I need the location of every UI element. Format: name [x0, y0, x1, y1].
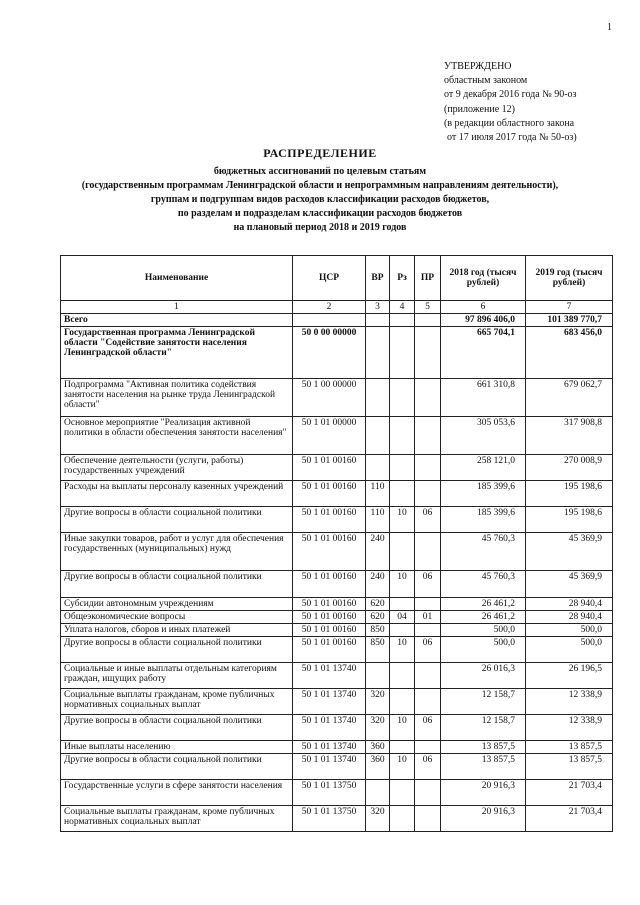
table-row — [61, 379, 613, 417]
row-csr-cell: 50 1 01 00160 — [293, 598, 366, 611]
table-row — [61, 455, 613, 481]
row-csr-cell: 50 1 01 00160 — [293, 637, 366, 663]
title-line: на плановый период 2018 и 2019 годов — [233, 222, 407, 233]
index-cell: 2 — [293, 301, 366, 314]
table-row — [61, 715, 613, 741]
row-csr-cell: 50 1 01 00160 — [293, 481, 366, 507]
row-name-cell: Социальные выплаты гражданам, кроме публичных нормативных социальных выплат — [61, 806, 293, 832]
row-name-cell: Основное мероприятие "Реализация активной политики в области обеспечения занятости населения" — [61, 417, 293, 455]
approval-line: от 17 июля 2017 года № 50-оз) — [447, 132, 577, 144]
row-csr-cell: 50 1 01 00160 — [293, 507, 366, 533]
row-pr-cell — [415, 533, 441, 571]
row-csr-cell — [293, 314, 366, 327]
title-line: по разделам и подразделам классификации расходов бюджетов — [177, 208, 463, 219]
table-row — [61, 507, 613, 533]
row-csr-cell: 50 1 00 00000 — [293, 379, 366, 417]
row-2018-cell: 12 158,7 — [441, 715, 526, 741]
row-rz-cell — [390, 624, 415, 637]
row-csr-cell: 50 1 01 13740 — [293, 741, 366, 754]
row-rz-cell — [390, 780, 415, 806]
row-2019-cell: 26 196,5 — [526, 663, 613, 689]
row-csr-cell: 50 1 01 00160 — [293, 571, 366, 598]
row-2018-cell: 97 896 406,0 — [441, 314, 526, 327]
table-row — [61, 806, 613, 832]
index-cell: 3 — [366, 301, 390, 314]
row-pr-cell — [415, 327, 441, 379]
row-2018-cell: 13 857,5 — [441, 754, 526, 780]
col-header-2019: 2019 год (тысяч рублей) — [526, 256, 613, 301]
table-row — [61, 327, 613, 379]
row-2018-cell: 26 461,2 — [441, 611, 526, 624]
row-csr-cell: 50 1 01 00000 — [293, 417, 366, 455]
row-pr-cell: 06 — [415, 754, 441, 780]
row-pr-cell: 06 — [415, 715, 441, 741]
row-rz-cell — [390, 417, 415, 455]
row-rz-cell — [390, 741, 415, 754]
row-name-cell: Всего — [61, 314, 293, 327]
row-pr-cell — [415, 663, 441, 689]
row-vr-cell — [366, 780, 390, 806]
row-vr-cell: 850 — [366, 637, 390, 663]
row-pr-cell — [415, 780, 441, 806]
row-csr-cell: 50 1 01 13740 — [293, 689, 366, 715]
row-vr-cell — [366, 314, 390, 327]
table-row — [61, 481, 613, 507]
table-row — [61, 533, 613, 571]
row-vr-cell: 240 — [366, 533, 390, 571]
row-2019-cell: 195 198,6 — [526, 507, 613, 533]
row-vr-cell: 320 — [366, 806, 390, 832]
approval-line: областным законом — [444, 75, 528, 87]
row-vr-cell: 110 — [366, 507, 390, 533]
row-2018-cell: 185 399,6 — [441, 481, 526, 507]
col-header-name: Наименование — [61, 256, 293, 301]
row-vr-cell — [366, 379, 390, 417]
row-2019-cell: 45 369,9 — [526, 571, 613, 598]
table-row — [61, 637, 613, 663]
row-pr-cell — [415, 624, 441, 637]
row-vr-cell: 320 — [366, 715, 390, 741]
row-2019-cell: 195 198,6 — [526, 481, 613, 507]
row-2018-cell: 26 461,2 — [441, 598, 526, 611]
index-row — [61, 301, 613, 314]
index-cell: 5 — [415, 301, 441, 314]
table-row — [61, 741, 613, 754]
row-name-cell: Другие вопросы в области социальной политики — [61, 571, 293, 598]
row-name-cell: Подпрограмма "Активная политика содействия занятости населения на рынке труда Ленинградской области" — [61, 379, 293, 417]
budget-table — [60, 255, 613, 832]
row-2018-cell: 665 704,1 — [441, 327, 526, 379]
row-2019-cell: 13 857,5 — [526, 754, 613, 780]
index-cell: 7 — [526, 301, 613, 314]
row-name-cell: Государственная программа Ленинградской области "Содействие занятости населения Ленинградской области" — [61, 327, 293, 379]
row-2018-cell: 500,0 — [441, 637, 526, 663]
row-2018-cell: 500,0 — [441, 624, 526, 637]
row-2018-cell: 661 310,8 — [441, 379, 526, 417]
table-row — [61, 314, 613, 327]
row-pr-cell — [415, 481, 441, 507]
row-vr-cell — [366, 455, 390, 481]
row-csr-cell: 50 0 00 00000 — [293, 327, 366, 379]
row-2019-cell: 21 703,4 — [526, 806, 613, 832]
row-2019-cell: 21 703,4 — [526, 780, 613, 806]
index-cell: 1 — [61, 301, 293, 314]
row-pr-cell: 06 — [415, 571, 441, 598]
row-name-cell: Государственные услуги в сфере занятости населения — [61, 780, 293, 806]
row-2019-cell: 317 908,8 — [526, 417, 613, 455]
row-csr-cell: 50 1 01 00160 — [293, 455, 366, 481]
title-line: группам и подгруппам видов расходов классификации расходов бюджетов, — [150, 194, 490, 205]
table-row — [61, 611, 613, 624]
document-title — [0, 146, 640, 235]
approval-line: от 9 декабря 2016 года № 90-оз — [444, 89, 577, 101]
row-csr-cell: 50 1 01 00160 — [293, 624, 366, 637]
row-rz-cell: 10 — [390, 571, 415, 598]
row-name-cell: Социальные выплаты гражданам, кроме публичных нормативных социальных выплат — [61, 689, 293, 715]
row-csr-cell: 50 1 01 13740 — [293, 715, 366, 741]
row-vr-cell: 360 — [366, 754, 390, 780]
row-name-cell: Общеэкономические вопросы — [61, 611, 293, 624]
table-row — [61, 754, 613, 780]
row-rz-cell — [390, 689, 415, 715]
row-name-cell: Расходы на выплаты персоналу казенных учреждений — [61, 481, 293, 507]
table-row — [61, 571, 613, 598]
row-vr-cell: 240 — [366, 571, 390, 598]
row-pr-cell: 06 — [415, 507, 441, 533]
row-csr-cell: 50 1 01 00160 — [293, 533, 366, 571]
row-rz-cell: 10 — [390, 637, 415, 663]
row-2019-cell: 270 008,9 — [526, 455, 613, 481]
row-pr-cell — [415, 379, 441, 417]
page-number: 1 — [607, 22, 612, 33]
row-pr-cell — [415, 741, 441, 754]
approval-line: УТВЕРЖДЕНО — [444, 61, 512, 72]
row-2019-cell: 500,0 — [526, 624, 613, 637]
row-2018-cell: 13 857,5 — [441, 741, 526, 754]
row-2019-cell: 500,0 — [526, 637, 613, 663]
row-2019-cell: 28 940,4 — [526, 598, 613, 611]
row-pr-cell — [415, 598, 441, 611]
row-vr-cell: 360 — [366, 741, 390, 754]
col-header-rz: Рз — [390, 256, 415, 301]
row-vr-cell — [366, 417, 390, 455]
row-2019-cell: 13 857,5 — [526, 741, 613, 754]
row-rz-cell — [390, 533, 415, 571]
row-name-cell: Другие вопросы в области социальной политики — [61, 507, 293, 533]
row-2018-cell: 45 760,3 — [441, 533, 526, 571]
row-2019-cell: 12 338,9 — [526, 715, 613, 741]
row-2019-cell: 12 338,9 — [526, 689, 613, 715]
col-header-vr: ВР — [366, 256, 390, 301]
row-pr-cell — [415, 314, 441, 327]
col-header-csr: ЦСР — [293, 256, 366, 301]
row-2018-cell: 20 916,3 — [441, 806, 526, 832]
row-vr-cell — [366, 327, 390, 379]
row-rz-cell: 10 — [390, 507, 415, 533]
row-name-cell: Обеспечение деятельности (услуги, работы) государственных учреждений — [61, 455, 293, 481]
row-name-cell: Другие вопросы в области социальной политики — [61, 637, 293, 663]
header-row — [61, 256, 613, 301]
approval-line: (приложение 12) — [444, 103, 515, 115]
row-name-cell: Другие вопросы в области социальной политики — [61, 715, 293, 741]
row-name-cell: Иные выплаты населению — [61, 741, 293, 754]
row-2019-cell: 101 389 770,7 — [526, 314, 613, 327]
row-rz-cell — [390, 314, 415, 327]
row-2019-cell: 45 369,9 — [526, 533, 613, 571]
row-rz-cell — [390, 379, 415, 417]
row-pr-cell — [415, 455, 441, 481]
row-csr-cell: 50 1 01 13740 — [293, 754, 366, 780]
row-2018-cell: 305 053,6 — [441, 417, 526, 455]
row-rz-cell — [390, 327, 415, 379]
row-2018-cell: 20 916,3 — [441, 780, 526, 806]
index-cell: 6 — [441, 301, 526, 314]
row-rz-cell — [390, 598, 415, 611]
approval-block — [444, 60, 577, 145]
row-name-cell: Другие вопросы в области социальной политики — [61, 754, 293, 780]
table-row — [61, 663, 613, 689]
row-name-cell: Социальные и иные выплаты отдельным категориям граждан, ищущих работу — [61, 663, 293, 689]
title-line: бюджетных ассигнований по целевым статьям — [213, 166, 427, 177]
title-line: (государственным программам Ленинградской области и непрограммным направлениям деятельности), — [81, 180, 559, 191]
table-row — [61, 689, 613, 715]
index-cell: 4 — [390, 301, 415, 314]
row-rz-cell — [390, 455, 415, 481]
row-rz-cell: 10 — [390, 715, 415, 741]
table-row — [61, 417, 613, 455]
table-row — [61, 598, 613, 611]
row-rz-cell — [390, 663, 415, 689]
row-pr-cell — [415, 806, 441, 832]
row-2018-cell: 258 121,0 — [441, 455, 526, 481]
row-2019-cell: 28 940,4 — [526, 611, 613, 624]
row-vr-cell: 620 — [366, 598, 390, 611]
col-header-2018: 2018 год (тысяч рублей) — [441, 256, 526, 301]
row-vr-cell — [366, 663, 390, 689]
row-pr-cell: 01 — [415, 611, 441, 624]
row-vr-cell: 320 — [366, 689, 390, 715]
row-csr-cell: 50 1 01 00160 — [293, 611, 366, 624]
row-csr-cell: 50 1 01 13750 — [293, 780, 366, 806]
row-name-cell: Субсидии автономным учреждениям — [61, 598, 293, 611]
row-pr-cell: 06 — [415, 637, 441, 663]
row-2018-cell: 45 760,3 — [441, 571, 526, 598]
row-name-cell: Уплата налогов, сборов и иных платежей — [61, 624, 293, 637]
row-2018-cell: 185 399,6 — [441, 507, 526, 533]
row-2019-cell: 679 062,7 — [526, 379, 613, 417]
row-rz-cell — [390, 806, 415, 832]
row-rz-cell: 04 — [390, 611, 415, 624]
row-vr-cell: 110 — [366, 481, 390, 507]
row-pr-cell — [415, 689, 441, 715]
row-vr-cell: 620 — [366, 611, 390, 624]
row-vr-cell: 850 — [366, 624, 390, 637]
row-csr-cell: 50 1 01 13740 — [293, 663, 366, 689]
table-row — [61, 780, 613, 806]
row-rz-cell: 10 — [390, 754, 415, 780]
row-name-cell: Иные закупки товаров, работ и услуг для обеспечения государственных (муниципальных) нужд — [61, 533, 293, 571]
title-main: РАСПРЕДЕЛЕНИЕ — [263, 146, 377, 160]
table-row — [61, 624, 613, 637]
row-csr-cell: 50 1 01 13750 — [293, 806, 366, 832]
row-2018-cell: 12 158,7 — [441, 689, 526, 715]
row-2018-cell: 26 016,3 — [441, 663, 526, 689]
row-rz-cell — [390, 481, 415, 507]
approval-line: (в редакции областного закона — [444, 117, 575, 129]
row-2019-cell: 683 456,0 — [526, 327, 613, 379]
row-pr-cell — [415, 417, 441, 455]
col-header-pr: ПР — [415, 256, 441, 301]
